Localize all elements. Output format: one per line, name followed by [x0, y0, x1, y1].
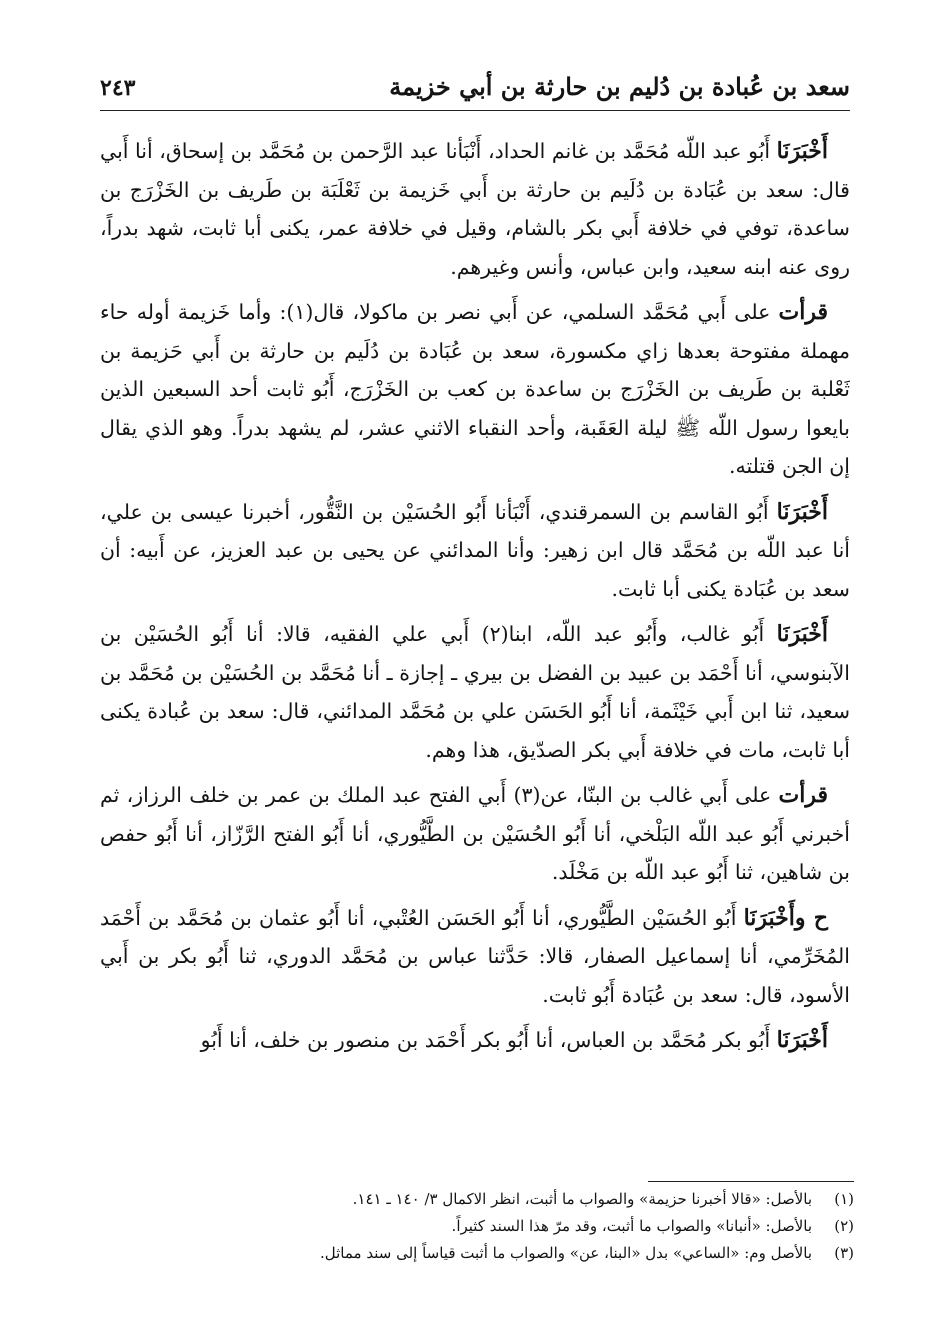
paragraph: [100, 899, 850, 1015]
paragraph-text: أَبُو بكر مُحَمَّد بن العباس، أنا أَبُو بكر أَحْمَد بن منصور بن خلف، أنا أَبُو: [200, 1028, 777, 1052]
footnote-mark: (٣): [834, 1244, 854, 1262]
paragraph-lead: أَخْبَرَنَا: [776, 621, 828, 647]
page-number: ٢٤٣: [100, 75, 136, 101]
page-header: [100, 72, 850, 106]
paragraph-lead: أَخْبَرَنَا: [776, 1027, 828, 1053]
footnote-text: بالأصل وم: «الساعي» بدل «البنا، عن» والصواب ما أثبت قياساً إلى سند مماثل.: [320, 1244, 812, 1262]
paragraph: [100, 493, 850, 609]
paragraph: [100, 776, 850, 892]
footnote: [100, 1240, 854, 1267]
running-title: سعد بن عُبادة بن دُليم بن حارثة بن أبي خزيمة: [389, 72, 850, 101]
paragraph: [100, 1021, 850, 1060]
paragraph: [100, 132, 850, 286]
paragraph-lead: أَخْبَرَنَا: [776, 498, 828, 525]
paragraph-lead: قرأت: [778, 299, 829, 325]
paragraph-lead: ح وأَخْبَرَنَا: [743, 904, 828, 931]
paragraph-text: على أَبي مُحَمَّد السلمي، عن أَبي نصر بن ماكولا، قال(١): وأما خَزيمة أوله حاء مهملة مفتوحة بعدها زاي مكسورة، سعد بن عُبَادة بن دُلَيم بن حارثة بن أَبي حَزيمة بن ثَعْلبة بن طَريف بن الخَزْرَج بن ساعدة بن كعب بن الخَزْرَج، أَبُو ثابت أحد السبعين الذين بايعوا رسول اللّه ﷺ ليلة العَقَبة، وأحد النقباء الاثني عشر، لم يشهد بدراً. وهو الذي يقال إن الجن قتلته.: [100, 300, 850, 478]
main-text: [100, 132, 850, 1172]
paragraph-text: على أَبي غالب بن البنّا، عن(٣) أَبي الفتح عبد الملك بن عمر بن خلف الرزاز، ثم أخبرني أَبُو عبد اللّه البَلْخي، أنا أَبُو الحُسَيْن بن الطَّيُّوري، أنا أَبُو الفتح الرَّزّاز، أنا أَبُو حفص بن شاهين، ثنا أَبُو عبد اللّه بن مَخْلَد.: [100, 783, 850, 884]
footnote: [100, 1213, 854, 1240]
paragraph-text: أَبُو الحُسَيْن الطَّيُّوري، أنا أَبُو الحَسَن العُتْبي، أنا أَبُو عثمان بن مُحَمَّد بن أَحْمَد المُخَرِّمي، أنا إسماعيل الصفار، قالا: حَدَّثنا عباس بن مُحَمَّد الدوري، ثنا أَبُو بكر بن أَبي الأسود، قال: سعد بن عُبَادة أَبُو ثابت.: [100, 905, 850, 1007]
paragraph: [100, 293, 850, 486]
footnote-mark: (٢): [834, 1217, 854, 1235]
footnote-text: بالأصل: «قالا أخبرنا حزيمة» والصواب ما أثبت، انظر الاكمال ٣/ ١٤٠ ـ ١٤١.: [352, 1190, 812, 1208]
paragraph-text: أَبُو عبد اللّه مُحَمَّد بن غانم الحداد، أَنْبَأنا عبد الرَّحمن بن مُحَمَّد بن إسحاق، أنا أَبي قال: سعد بن عُبَادة بن دُلَيم بن حارثة بن أَبي خَزيمة بن ثَعْلَبَة بن طَريف بن الخَزْرَج بن ساعدة، توفي في خلافة أَبي بكر بالشام، وقيل في خلافة عمر، يكنى أبا ثابت، شهد بدراً، روى عنه ابنه سعيد، وابن عباس، وأنس وغيرهم.: [100, 139, 850, 279]
paragraph: [100, 615, 850, 769]
footnote-text: بالأصل: «أنبانا» والصواب ما أثبت، وقد مرّ هذا السند كثيراً.: [451, 1217, 812, 1235]
footnote: [100, 1186, 854, 1213]
paragraph-text: أَبُو غالب، وأَبُو عبد اللّه، ابنا(٢) أَبي علي الفقيه، قالا: أنا أَبُو الحُسَيْن بن الآبنوسي، أنا أَحْمَد بن عبيد بن الفضل بن بيري ـ إجازة ـ أنا مُحَمَّد بن الحُسَيْن بن مُحَمَّد بن سعيد، ثنا ابن أَبي خَيْثَمة، أنا أَبُو الحَسَن علي بن مُحَمَّد المدائني، قال: سعد بن عُبادة يكنى أبا ثابت، مات في خلافة أَبي بكر الصدّيق، هذا وهم.: [100, 622, 850, 762]
footnote-mark: (١): [834, 1190, 854, 1208]
footnote-rule: [648, 1181, 854, 1182]
footnotes: [100, 1186, 854, 1267]
header-rule: [100, 110, 850, 111]
paragraph-text: أَبُو القاسم بن السمرقندي، أَنْبَأنا أَبُو الحُسَيْن بن النَّقُّور، أخبرنا عيسى بن علي، أنا عبد اللّه بن مُحَمَّد قال ابن زهير: وأنا المدائني عن يحيى بن عبد العزيز، عن أَبيه: أن سعد بن عُبَادة يكنى أبا ثابت.: [100, 499, 850, 601]
paragraph-lead: قرأت: [778, 782, 829, 808]
paragraph-lead: أَخْبَرَنَا: [776, 138, 828, 164]
